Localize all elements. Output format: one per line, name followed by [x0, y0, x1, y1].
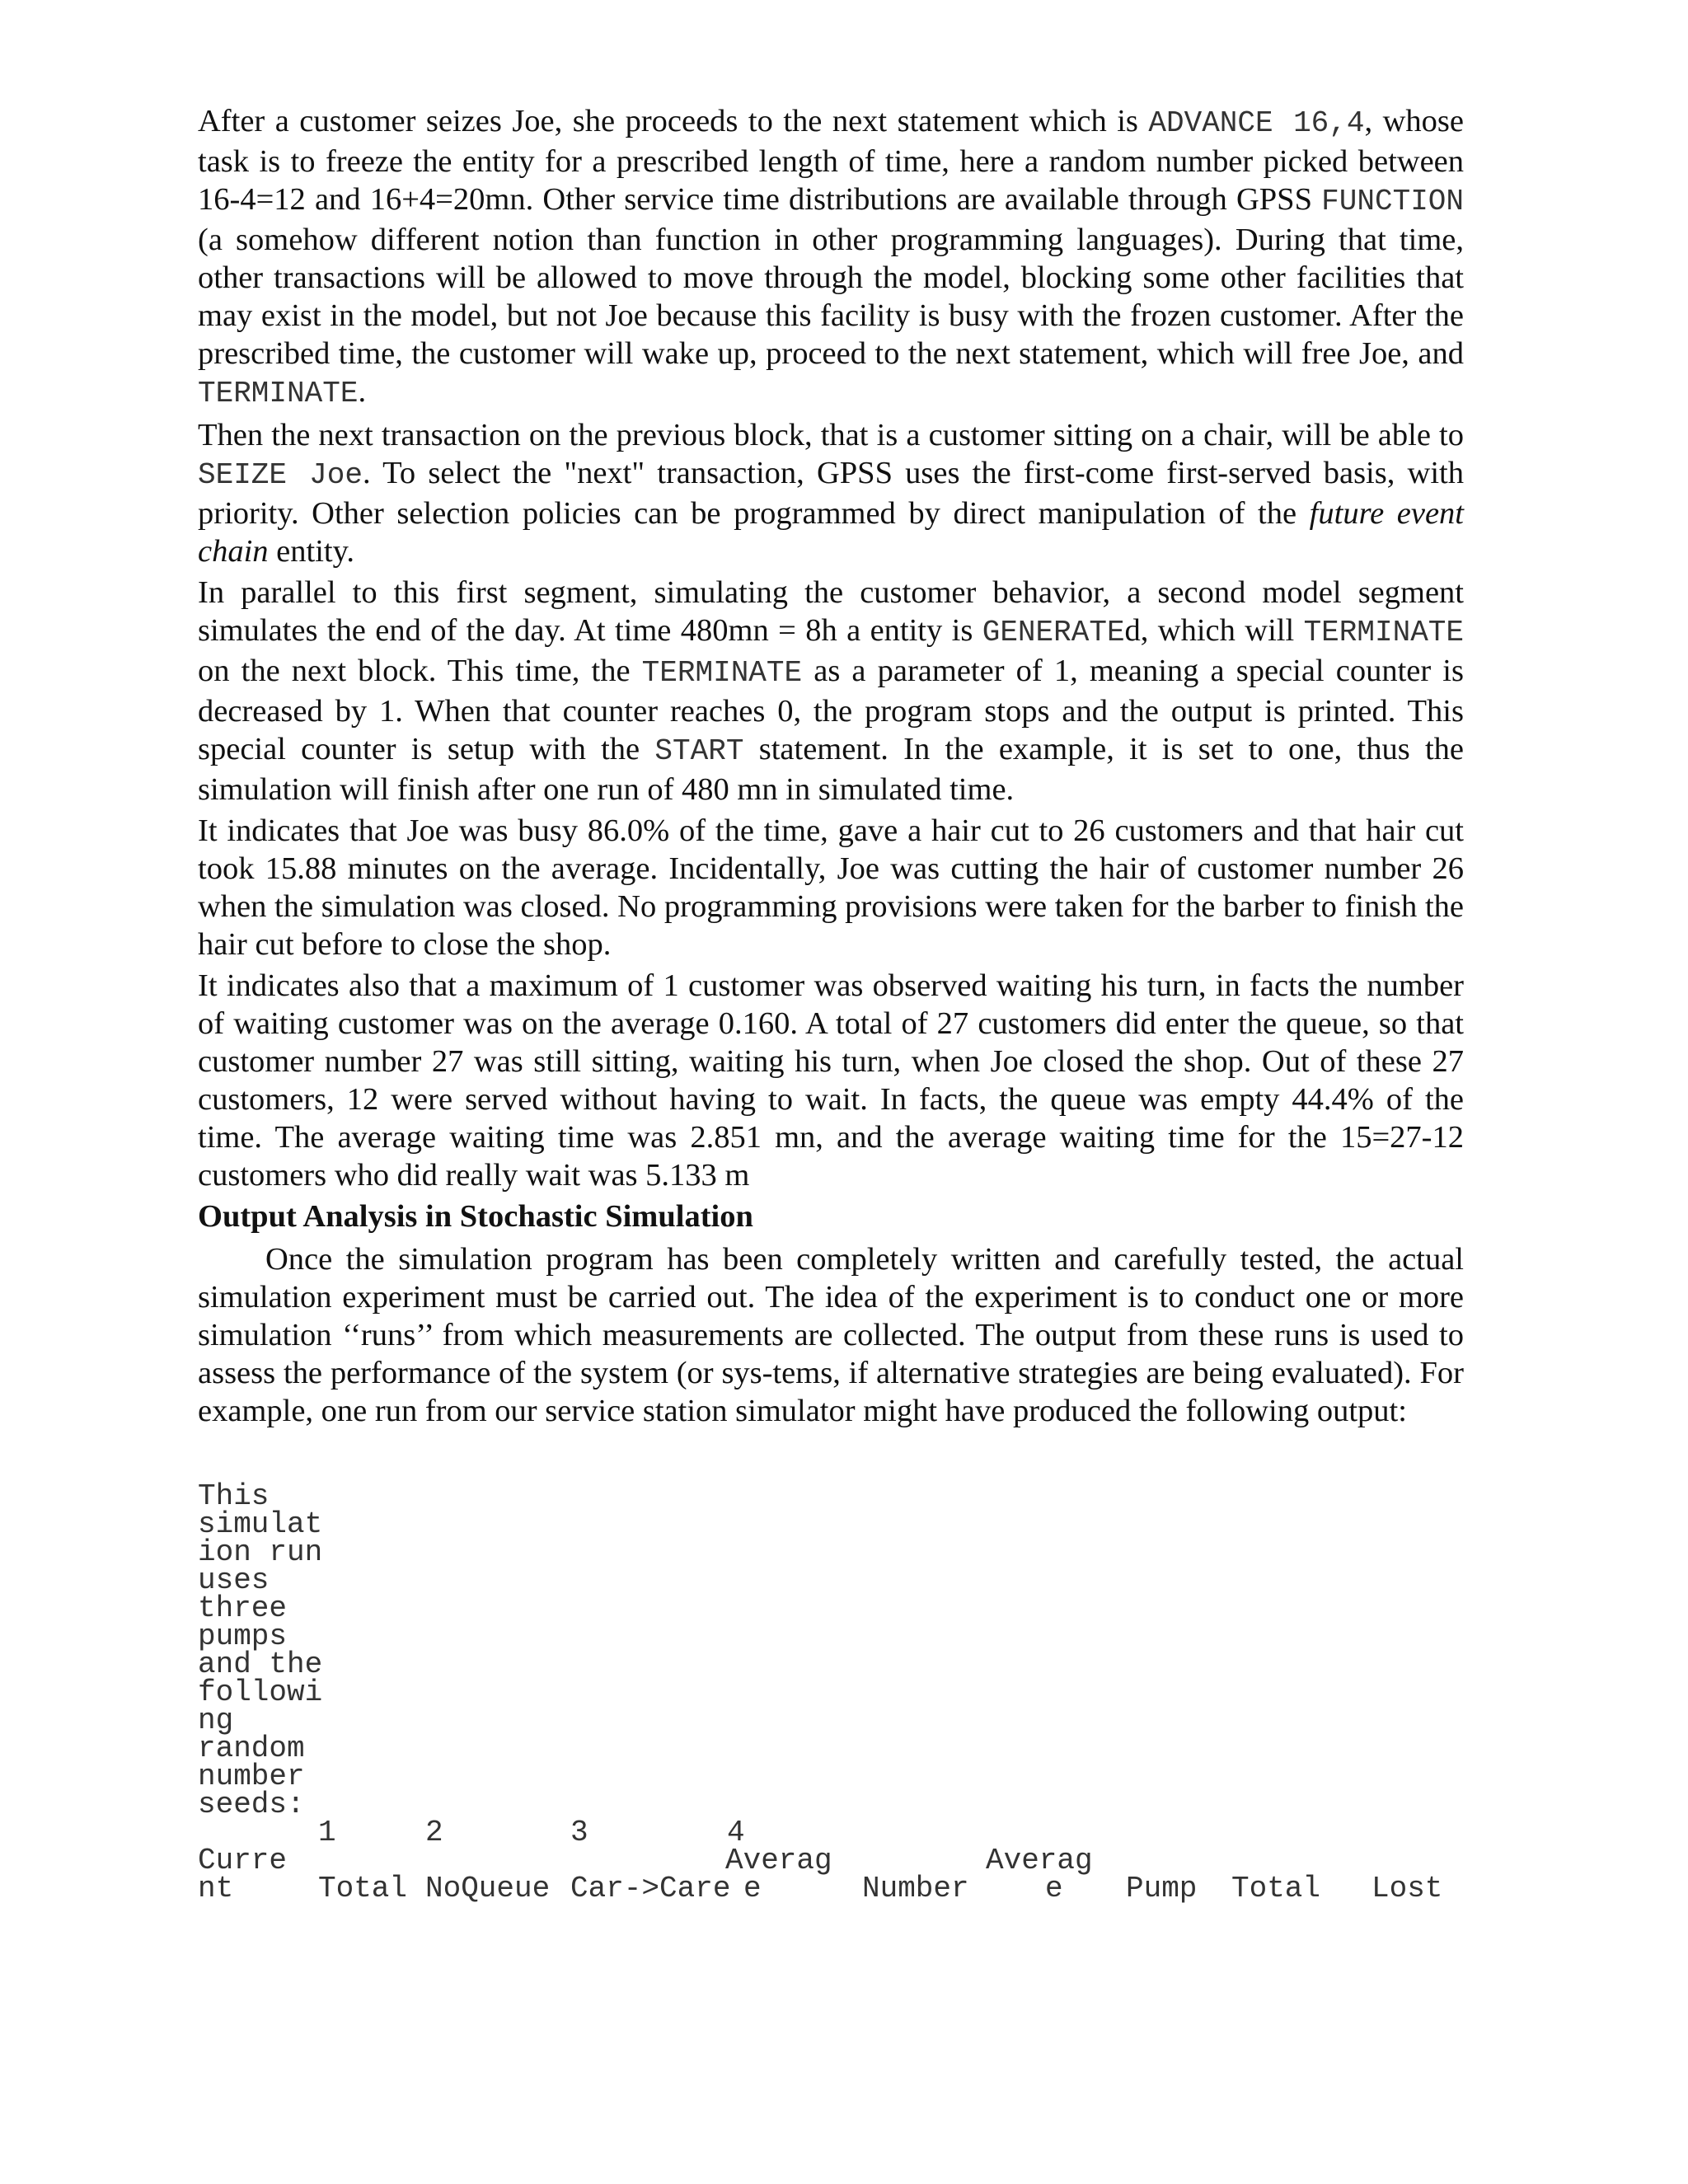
text-run: on the next block. This time, the — [198, 654, 642, 688]
text-run: Then the next transaction on the previous block, that is a customer sitting on a chair, will be able to — [198, 418, 1464, 452]
text-run: In parallel to this first segment, simulating the customer behavior, a second model segment simulates the end of the day. At time 480mn = 8h a entity is — [198, 575, 1464, 648]
seed-number: 4 — [727, 1816, 745, 1849]
text-run: . — [358, 374, 367, 409]
code-generate: GENERATE — [982, 616, 1125, 649]
paragraph-queue-stats: It indicates also that a maximum of 1 customer was observed waiting his turn, in facts the number of waiting customer was on the average 0.160. A total of 27 customers did enter the queue, so that customer number 27 was still sitting, waiting his turn, when Joe closed the shop. Out of these 27 customers, 12 were served without having to wait. In facts, the queue was empty 44.4% of the time. The average waiting time was 2.851 mn, and the average waiting time for the 15=27-12 customers who did really wait was 5.133 m — [198, 968, 1464, 1193]
text-run: , whose task is to freeze the entity for a prescribed length of time, here a random number picked between 16-4=12 and 16+4=20mn. Other service time distributions are available through GPSS — [198, 104, 1464, 217]
document-page — [198, 102, 1464, 1910]
text-run: (a somehow different notion than function in other programming languages). During that time, other transactions will be allowed to move through the model, blocking some other facilities that may exist in the model, but not Joe because this facility is busy with the frozen customer. After the prescribed time, the customer will wake up, proceed to the next statement, which will free Joe, and — [198, 223, 1464, 371]
column-header-average: Averag — [986, 1844, 1093, 1877]
code-line: pumps — [198, 1619, 288, 1653]
text-run: statement. In the example, it is set to one, thus the simulation will finish after one run of 480 mn in simulated time. — [198, 732, 1464, 807]
code-function: FUNCTION — [1321, 185, 1464, 218]
seed-number: 2 — [425, 1816, 443, 1849]
seed-number: 3 — [570, 1816, 588, 1849]
text-run: as a parameter of 1, meaning a special counter is decreased by 1. When that counter reaches 0, the program stops and the output is printed. This special counter is setup with the — [198, 654, 1464, 766]
column-header-number: Number — [862, 1872, 969, 1905]
output-table-header — [198, 1816, 1464, 1910]
seed-number: 1 — [318, 1816, 336, 1849]
code-terminate: TERMINATE — [641, 656, 803, 690]
code-line: simulat — [198, 1507, 323, 1541]
column-header-lost: Lost — [1372, 1872, 1443, 1905]
code-line: ion run — [198, 1535, 323, 1569]
column-header-total: Total — [1231, 1872, 1321, 1905]
column-header-average: Averag — [725, 1844, 832, 1877]
column-header-average-suffix: e — [743, 1872, 762, 1905]
code-start: START — [654, 734, 744, 768]
code-seize: SEIZE Joe — [198, 458, 363, 492]
text-run: . To select the "next" transaction, GPSS uses the first-come first-served basis, with priority. Other selection policies can be programmed by direct manipulation of the — [198, 456, 1464, 531]
column-header-current: Curre — [198, 1844, 288, 1877]
code-line: This — [198, 1479, 270, 1513]
paragraph-next-transaction — [198, 416, 1464, 570]
code-line: uses — [198, 1563, 270, 1597]
code-line: and the — [198, 1647, 323, 1681]
paragraph-output-analysis: Once the simulation program has been completely written and carefully tested, the actual simulation experiment must be carried out. The idea of the experiment is to conduct one or more simulation ‘‘runs’’ from which measurements are collected. The output from these runs is used to assess the performance of the system (or sys-tems, if alternative strategies are being evaluated). For example, one run from our service station simulator might have produced the following output: — [198, 1242, 1464, 1428]
column-header-car-care: Car->Care — [570, 1872, 731, 1905]
output-code-block — [198, 1479, 354, 1821]
code-line: followi — [198, 1675, 323, 1709]
text-run: d, which will — [1124, 613, 1304, 648]
column-header-average-suffix: e — [1045, 1872, 1063, 1905]
paragraph-joe-busy: It indicates that Joe was busy 86.0% of the time, gave a hair cut to 26 customers and that hair cut took 15.88 minutes on the average. Incidentally, Joe was cutting the hair of customer number 26 when the simulation was closed. No programming provisions were taken for the barber to finish the hair cut before to close the shop. — [198, 813, 1464, 962]
text-run: entity. — [268, 534, 354, 569]
paragraph-advance — [198, 102, 1464, 413]
code-terminate: TERMINATE — [1303, 616, 1465, 649]
code-line: ng — [198, 1704, 234, 1737]
code-advance: ADVANCE 16,4 — [1148, 106, 1365, 140]
column-header-noqueue: NoQueue — [425, 1872, 551, 1905]
column-header-total: Total — [318, 1872, 408, 1905]
italic-term: future event chain — [198, 496, 1464, 569]
code-line: random — [198, 1732, 305, 1765]
code-line: number — [198, 1760, 305, 1793]
section-heading: Output Analysis in Stochastic Simulation — [198, 1199, 753, 1234]
code-line: three — [198, 1591, 288, 1625]
column-header-pump: Pump — [1126, 1872, 1198, 1905]
paragraph-second-segment — [198, 574, 1464, 808]
text-run: After a customer seizes Joe, she proceeds to the next statement which is — [198, 104, 1149, 138]
code-terminate: TERMINATE — [198, 377, 359, 410]
column-header-current: nt — [198, 1872, 234, 1905]
code-line: seeds: — [198, 1788, 305, 1821]
